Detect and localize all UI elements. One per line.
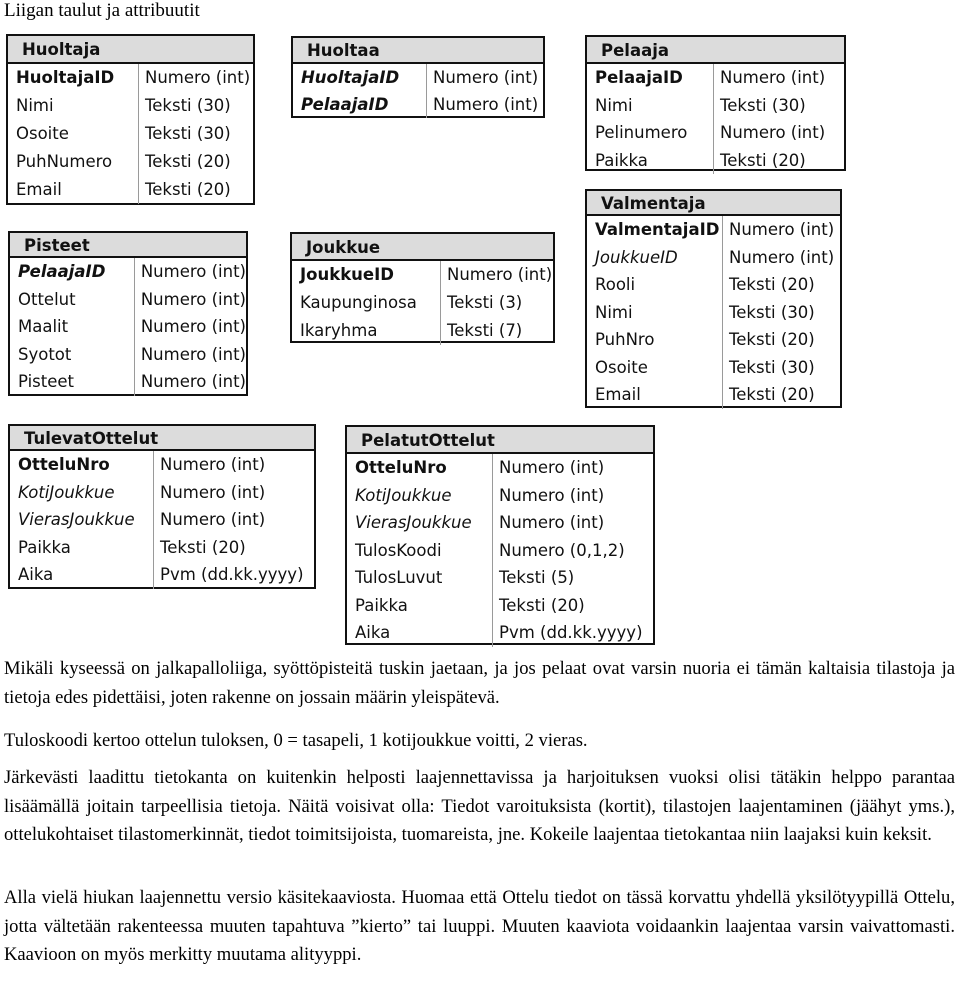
table-row: [347, 482, 653, 510]
table-row: [10, 341, 246, 369]
table-pisteet: [8, 231, 248, 396]
table-row: [587, 299, 840, 327]
table-row: [587, 271, 840, 299]
field-name: HuoltajaID: [301, 68, 400, 87]
paragraph-3: Järkevästi laadittu tietokanta on kuitenkin helposti laajennettavissa ja harjoituksen vuoksi olisi tätäkin helppo parantaa lisäämällä joitain tarpeellisia tietoja. Näitä voisivat olla: Tiedot varoituksista (kortit), tilastojen laajentaminen (jäähyt yms.), ottelukohtaiset tilastomerkinnät, tiedot toimitsijoista, tuomareista, jne. Kokeile laajentaa tietokantaa niin laajaksi kuin keksit.: [4, 767, 955, 845]
table-huoltaa: [291, 36, 545, 118]
field-name: HuoltajaID: [16, 68, 115, 87]
field-type: Teksti (20): [138, 148, 231, 176]
table-row: [292, 317, 553, 345]
table-huoltaja: [6, 34, 255, 205]
field-type: Teksti (20): [722, 326, 815, 354]
field-name: Kaupunginosa: [300, 293, 417, 312]
table-row: [292, 261, 553, 289]
table-row: [587, 381, 840, 409]
field-name: Rooli: [595, 275, 636, 294]
field-type: Teksti (30): [713, 92, 806, 120]
field-name: Nimi: [16, 96, 54, 115]
field-type: Teksti (20): [722, 271, 815, 299]
table-row: [347, 537, 653, 565]
field-name: Nimi: [595, 95, 633, 115]
field-name: Osoite: [595, 357, 648, 377]
table-row: [587, 354, 840, 382]
table-title: Huoltaja: [8, 36, 253, 64]
table-row: [8, 64, 253, 92]
table-row: [8, 120, 253, 148]
field-name: Paikka: [18, 537, 71, 557]
field-type: Numero (int): [713, 64, 825, 92]
field-type: Teksti (20): [492, 592, 585, 620]
field-name: Aika: [18, 565, 54, 584]
field-type: Numero (0,1,2): [492, 537, 625, 565]
table-row: [10, 506, 314, 534]
table-row: [10, 561, 314, 589]
table-title: Pelaaja: [587, 37, 844, 64]
field-type: Teksti (5): [492, 564, 574, 592]
field-type: Numero (int): [134, 313, 246, 341]
field-type: Numero (int): [134, 258, 246, 286]
table-row: [293, 64, 543, 91]
field-name: VierasJoukkue: [355, 513, 472, 532]
field-type: Numero (int): [153, 479, 265, 507]
field-type: Numero (int): [440, 261, 552, 289]
table-row: [8, 148, 253, 176]
field-type: Numero (int): [492, 454, 604, 482]
field-type: Pvm (dd.kk.yyyy): [153, 561, 304, 589]
table-rows: [292, 261, 553, 345]
table-row: [10, 534, 314, 562]
field-name: Ikaryhma: [300, 321, 378, 340]
field-type: Numero (int): [426, 64, 538, 91]
field-type: Teksti (20): [153, 534, 246, 562]
table-row: [587, 326, 840, 354]
table-title: TulevatOttelut: [10, 426, 314, 451]
field-name: Aika: [355, 623, 391, 642]
table-row: [10, 286, 246, 314]
field-type: Pvm (dd.kk.yyyy): [492, 619, 643, 647]
field-type: Numero (int): [138, 64, 250, 92]
field-name: PuhNumero: [16, 152, 113, 171]
table-rows: [587, 216, 840, 409]
table-row: [10, 368, 246, 396]
field-name: JoukkueID: [595, 247, 678, 267]
field-type: Numero (int): [713, 119, 825, 147]
field-name: Email: [16, 180, 62, 199]
table-row: [8, 92, 253, 120]
field-name: Syotot: [18, 344, 72, 364]
table-valmentaja: [585, 189, 842, 408]
field-name: TulosKoodi: [355, 540, 442, 560]
field-type: Teksti (30): [722, 354, 815, 382]
field-type: Teksti (3): [440, 289, 522, 317]
field-name: TulosLuvut: [355, 568, 443, 587]
page-heading: Liigan taulut ja attribuutit: [4, 0, 200, 21]
table-tulevatottelut: [8, 424, 316, 589]
field-name: JoukkueID: [300, 265, 394, 284]
field-type: Numero (int): [722, 244, 834, 272]
table-rows: [347, 454, 653, 647]
field-name: OtteluNro: [18, 455, 110, 474]
field-name: ValmentajaID: [595, 220, 720, 239]
field-name: PuhNro: [595, 330, 655, 349]
table-row: [347, 564, 653, 592]
table-pelatutottelut: [345, 425, 655, 645]
field-type: Teksti (30): [138, 92, 231, 120]
table-row: [292, 289, 553, 317]
field-name: Paikka: [355, 595, 408, 615]
field-type: Numero (int): [153, 451, 265, 479]
table-title: PelatutOttelut: [347, 427, 653, 454]
field-name: KotiJoukkue: [355, 485, 452, 505]
field-type: Teksti (20): [713, 147, 806, 175]
field-type: Numero (int): [426, 91, 538, 118]
field-name: Paikka: [595, 150, 648, 170]
table-row: [587, 64, 844, 92]
table-row: [10, 258, 246, 286]
table-row: [10, 479, 314, 507]
table-row: [587, 147, 844, 175]
table-title: Pisteet: [10, 233, 246, 258]
table-row: [347, 454, 653, 482]
table-row: [587, 92, 844, 120]
field-name: PelaajaID: [301, 95, 389, 114]
table-row: [587, 216, 840, 244]
field-type: Teksti (30): [138, 120, 231, 148]
field-name: Ottelut: [18, 289, 76, 309]
field-type: Teksti (20): [722, 381, 815, 409]
table-title: Valmentaja: [587, 191, 840, 216]
field-type: Teksti (7): [440, 317, 522, 345]
field-name: Osoite: [16, 124, 69, 143]
field-name: PelaajaID: [595, 68, 683, 87]
field-name: Maalit: [18, 317, 69, 336]
table-row: [347, 592, 653, 620]
table-rows: [293, 64, 543, 118]
field-name: OtteluNro: [355, 458, 447, 477]
paragraph-1: Mikäli kyseessä on jalkapalloliiga, syöttöpisteitä tuskin jaetaan, ja jos pelaat ovat varsin nuoria ei tämän kaltaisia tilastoja ja tietoja edes pidettäisi, joten rakenne on jossain määrin yleispätevä.: [4, 658, 955, 708]
field-type: Teksti (20): [138, 176, 231, 204]
field-name: PelaajaID: [18, 262, 106, 281]
table-row: [347, 509, 653, 537]
field-type: Numero (int): [153, 506, 265, 534]
table-row: [347, 619, 653, 647]
table-row: [587, 244, 840, 272]
table-row: [10, 313, 246, 341]
table-row: [587, 119, 844, 147]
table-row: [10, 451, 314, 479]
paragraph-2: Tuloskoodi kertoo ottelun tuloksen, 0 = tasapeli, 1 kotijoukkue voitti, 2 vieras.: [4, 730, 588, 751]
table-row: [293, 91, 543, 118]
field-type: Teksti (30): [722, 299, 815, 327]
field-name: KotiJoukkue: [18, 482, 115, 502]
field-type: Numero (int): [134, 341, 246, 369]
field-type: Numero (int): [134, 286, 246, 314]
table-rows: [10, 451, 314, 589]
field-name: VierasJoukkue: [18, 510, 135, 529]
table-row: [8, 176, 253, 204]
table-title: Huoltaa: [293, 38, 543, 64]
table-joukkue: [290, 232, 555, 343]
field-type: Numero (int): [492, 509, 604, 537]
field-type: Numero (int): [722, 216, 834, 244]
field-type: Numero (int): [492, 482, 604, 510]
table-pelaaja: [585, 35, 846, 171]
table-rows: [8, 64, 253, 204]
table-title: Joukkue: [292, 234, 553, 261]
field-name: Pisteet: [18, 372, 75, 391]
field-type: Numero (int): [134, 368, 246, 396]
field-name: Pelinumero: [595, 123, 688, 142]
field-name: Nimi: [595, 302, 633, 322]
field-name: Email: [595, 385, 641, 404]
table-rows: [10, 258, 246, 396]
table-rows: [587, 64, 844, 174]
paragraph-4: Alla vielä hiukan laajennettu versio käsitekaaviosta. Huomaa että Ottelu tiedot on tässä korvattu yhdellä yksilötyypillä Ottelu, jotta vältetään rakenteessa muuten tapahtuva ”kierto” tai luuppi. Muuten kaaviota voidaankin laajentaa varsin vaivattomasti. Kaavioon on myös merkitty muutama alityyppi.: [4, 887, 955, 965]
